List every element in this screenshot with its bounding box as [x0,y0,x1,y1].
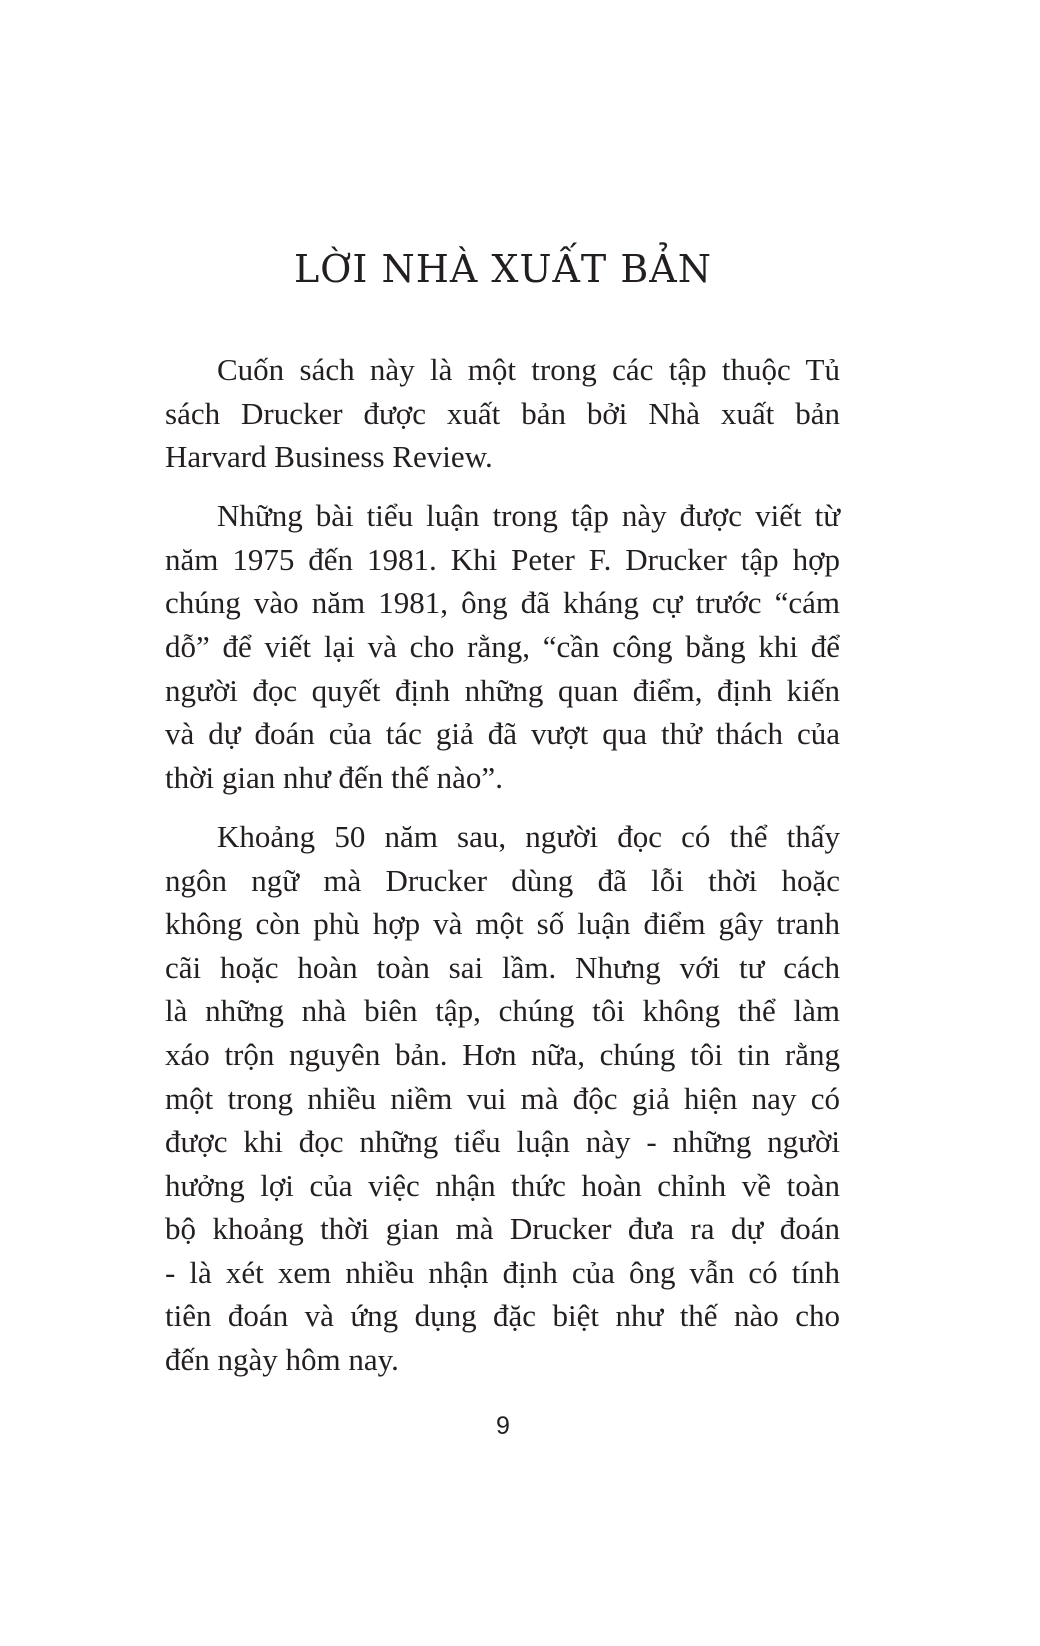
text-line: là những nhà biên tập, chúng tôi không thể làm [165,993,840,1029]
text-line: năm 1975 đến 1981. Khi Peter F. Drucker tập hợp [165,541,840,577]
text-line: sách Drucker được xuất bản bởi Nhà xuất bản [165,395,840,431]
text-line: chúng vào năm 1981, ông đã kháng cự trước “cám [165,585,840,621]
paragraph [165,494,840,799]
page-title: LỜI NHÀ XUẤT BẢN [294,247,712,292]
body-text [165,348,840,1397]
text-line: hưởng lợi của việc nhận thức hoàn chỉnh về toàn [165,1167,840,1203]
text-line: Khoảng 50 năm sau, người đọc có thể thấy [217,818,840,854]
text-line: không còn phù hợp và một số luận điểm gây tranh [165,906,840,942]
text-line: người đọc quyết định những quan điểm, định kiến [165,672,840,708]
paragraph [165,815,840,1382]
text-line: Harvard Business Review. [165,439,493,475]
text-line: đến ngày hôm nay. [165,1342,399,1378]
text-line: xáo trộn nguyên bản. Hơn nữa, chúng tôi tin rằng [165,1036,840,1072]
text-line: - là xét xem nhiều nhận định của ông vẫn có tính [165,1254,840,1290]
page-number: 9 [496,1412,510,1440]
text-line: được khi đọc những tiểu luận này - những người [165,1124,840,1160]
text-line: một trong nhiều niềm vui mà độc giả hiện nay có [165,1080,840,1116]
text-line: tiên đoán và ứng dụng đặc biệt như thế nào cho [165,1298,840,1334]
text-line: và dự đoán của tác giả đã vượt qua thử thách của [165,716,840,752]
paragraph [165,348,840,479]
text-line: Những bài tiểu luận trong tập này được viết từ [217,498,840,534]
text-line: Cuốn sách này là một trong các tập thuộc Tủ [217,352,840,387]
text-line: thời gian như đến thế nào”. [165,759,503,795]
text-line: dỗ” để viết lại và cho rằng, “cần công bằng khi để [165,629,840,665]
text-line: ngôn ngữ mà Drucker dùng đã lỗi thời hoặc [165,862,840,898]
text-line: bộ khoảng thời gian mà Drucker đưa ra dự đoán [165,1211,840,1247]
text-line: cãi hoặc hoàn toàn sai lầm. Nhưng với tư cách [165,949,840,985]
